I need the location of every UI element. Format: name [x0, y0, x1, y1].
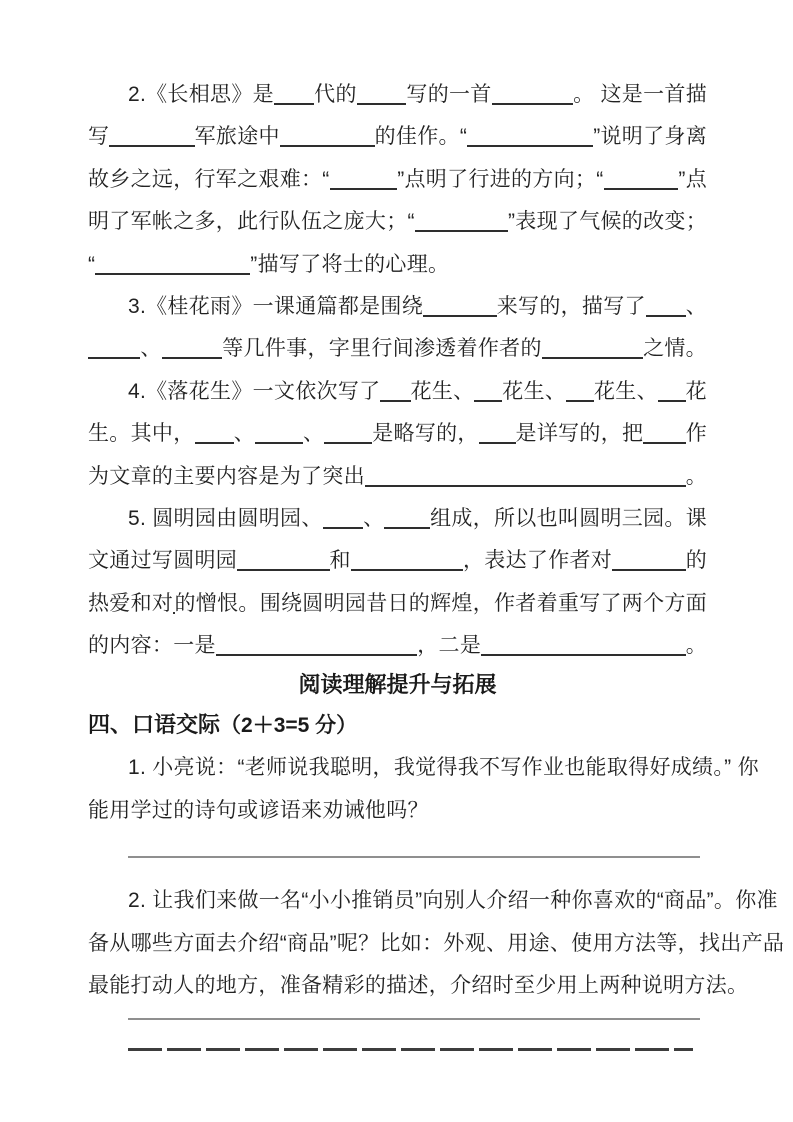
blank-field: [384, 525, 430, 529]
blank-field: [162, 355, 223, 359]
text-run: 、: [363, 506, 385, 530]
blank-field: [357, 101, 407, 105]
text-line: [88, 625, 707, 667]
text-run: 等几件事，字里行间渗透着作者的: [222, 337, 542, 361]
text-run: ”点明了行进的方向；“: [397, 167, 604, 191]
blank-field: [658, 398, 686, 402]
blank-field: [481, 652, 686, 656]
blank-field: [173, 610, 174, 614]
text-run: 故乡之远，行军之艰难：“: [88, 167, 330, 191]
text-run: 2. 让我们来做一名“小小推销员”向别人介绍一种你喜欢的“商品”。你准: [128, 889, 778, 913]
blank-field: [365, 483, 686, 487]
text-run: 是略写的，: [372, 422, 479, 446]
question-changxiangsi: [88, 74, 707, 286]
text-line: [88, 540, 707, 582]
blank-field: [415, 228, 508, 232]
text-run: 代的: [314, 83, 357, 106]
text-line: [88, 74, 707, 116]
blank-field: [492, 101, 573, 105]
answer-line-oral-q1: [128, 832, 700, 858]
blank-field: [474, 398, 502, 402]
text-run: 。 这是一首描: [573, 83, 707, 106]
blank-field: [604, 186, 679, 190]
question-luohuasheng: [88, 371, 707, 498]
text-run: 花生、: [502, 379, 567, 403]
blank-field: [423, 313, 497, 317]
blank-field: [330, 186, 398, 190]
blank-field: [467, 143, 593, 147]
text-run: 来写的，描写了: [496, 294, 646, 318]
text-run: 生。其中，: [88, 422, 195, 446]
text-run: 作: [685, 422, 707, 446]
blank-field: [195, 440, 234, 444]
text-line: [88, 371, 707, 413]
blank-field: [380, 398, 410, 402]
blank-field: [566, 398, 594, 402]
text-run: 3.《桂花雨》一课通篇都是围绕: [128, 294, 424, 318]
text-run: 花: [685, 379, 707, 403]
text-line: [88, 498, 707, 540]
text-run: 的佳作。“: [374, 125, 468, 149]
text-run: ”说明了身离: [593, 125, 707, 149]
blank-field: [324, 440, 372, 444]
text-run: 花生、: [593, 379, 658, 403]
question-guihuayu: [88, 286, 707, 371]
blank-field: [646, 313, 686, 317]
text-run: 的憎恨。围绕圆明园昔日的辉煌，作者着重写了两个方面: [174, 591, 707, 615]
text-run: 、: [302, 422, 325, 446]
heading-score: （2＋3=5 分）: [220, 714, 358, 738]
blank-field: [274, 101, 314, 105]
text-line: [88, 923, 785, 965]
text-run: 5. 圆明园由圆明园、: [128, 506, 323, 530]
text-line: [88, 286, 707, 328]
answer-line-oral-q2: [128, 1007, 700, 1020]
text-line: [88, 328, 707, 370]
text-run: 2.《长相思》是: [128, 83, 274, 106]
text-run: ”表现了气候的改变；: [508, 210, 707, 234]
text-run: 是详写的，把: [515, 422, 644, 446]
text-run: 备从哪些方面去介绍“商品”呢？比如：外观、用途、使用方法等，找出产品: [88, 931, 785, 955]
oral-question-2: [88, 880, 785, 1007]
text-run: ，表达了作者对: [463, 549, 613, 573]
question-yuanmingyuan: [88, 498, 707, 668]
text-run: 和: [329, 549, 351, 573]
blank-field: [109, 143, 194, 147]
text-run: 4.《落花生》一文依次写了: [128, 379, 381, 403]
blank-field: [255, 440, 303, 444]
blank-field: [216, 652, 417, 656]
text-run: 、: [233, 422, 256, 446]
text-line: [88, 965, 749, 1007]
blank-field: [95, 271, 250, 275]
blank-field: [237, 567, 329, 571]
blank-field: [643, 440, 685, 444]
text-run: 组成，所以也叫圆明三园。课: [430, 506, 707, 530]
text-run: “: [88, 252, 96, 276]
oral-communication-heading: [88, 703, 707, 747]
text-run: 文通过写圆明园: [88, 549, 238, 573]
text-run: 能用学过的诗句或谚语来劝诫他吗？: [88, 798, 429, 822]
text-run: ，二是: [417, 634, 482, 658]
text-run: 的内容：一是: [88, 634, 216, 658]
text-line: [88, 116, 707, 158]
text-line: [88, 456, 707, 498]
text-run: 花生、: [410, 379, 475, 403]
oral-question-1: [88, 747, 759, 832]
text-line: [88, 413, 707, 455]
text-run: 、: [685, 294, 707, 318]
blank-field: [280, 143, 375, 147]
text-run: 为文章的主要内容是为了突出: [88, 464, 365, 488]
text-run: 热爱和对: [88, 591, 174, 615]
blank-field: [542, 355, 643, 359]
text-run: 明了军帐之多，此行队伍之庞大；“: [88, 210, 415, 234]
text-run: 的: [685, 549, 707, 573]
text-line: [88, 747, 759, 789]
text-line: [88, 244, 707, 286]
blank-field: [612, 567, 686, 571]
text-run: 写: [88, 125, 110, 149]
blank-field: [323, 525, 363, 529]
blank-field: [88, 355, 140, 359]
text-line: [88, 880, 778, 922]
text-run: 1. 小亮说：“老师说我聪明，我觉得我不写作业也能取得好成绩。” 你: [128, 756, 759, 780]
text-run: ”点: [678, 167, 707, 191]
answer-line-dashed: [128, 1048, 693, 1051]
text-run: 写的一首: [406, 83, 492, 106]
text-run: 最能打动人的地方，准备精彩的描述，介绍时至少用上两种说明方法。: [88, 974, 749, 998]
text-run: 、: [140, 337, 162, 361]
text-run: ”描写了将士的心理。: [250, 252, 450, 276]
text-run: 。: [685, 464, 707, 488]
text-line: [88, 201, 707, 243]
section-header: 阅读理解提升与拓展: [298, 672, 497, 698]
text-line: [88, 583, 707, 625]
heading-label: 四、口语交际: [88, 712, 221, 738]
text-line: [88, 790, 707, 832]
text-run: 军旅途中: [194, 125, 280, 149]
blank-field: [351, 567, 463, 571]
text-run: 。: [685, 634, 707, 658]
blank-field: [479, 440, 516, 444]
text-line: [88, 159, 707, 201]
text-run: 之情。: [643, 337, 707, 361]
